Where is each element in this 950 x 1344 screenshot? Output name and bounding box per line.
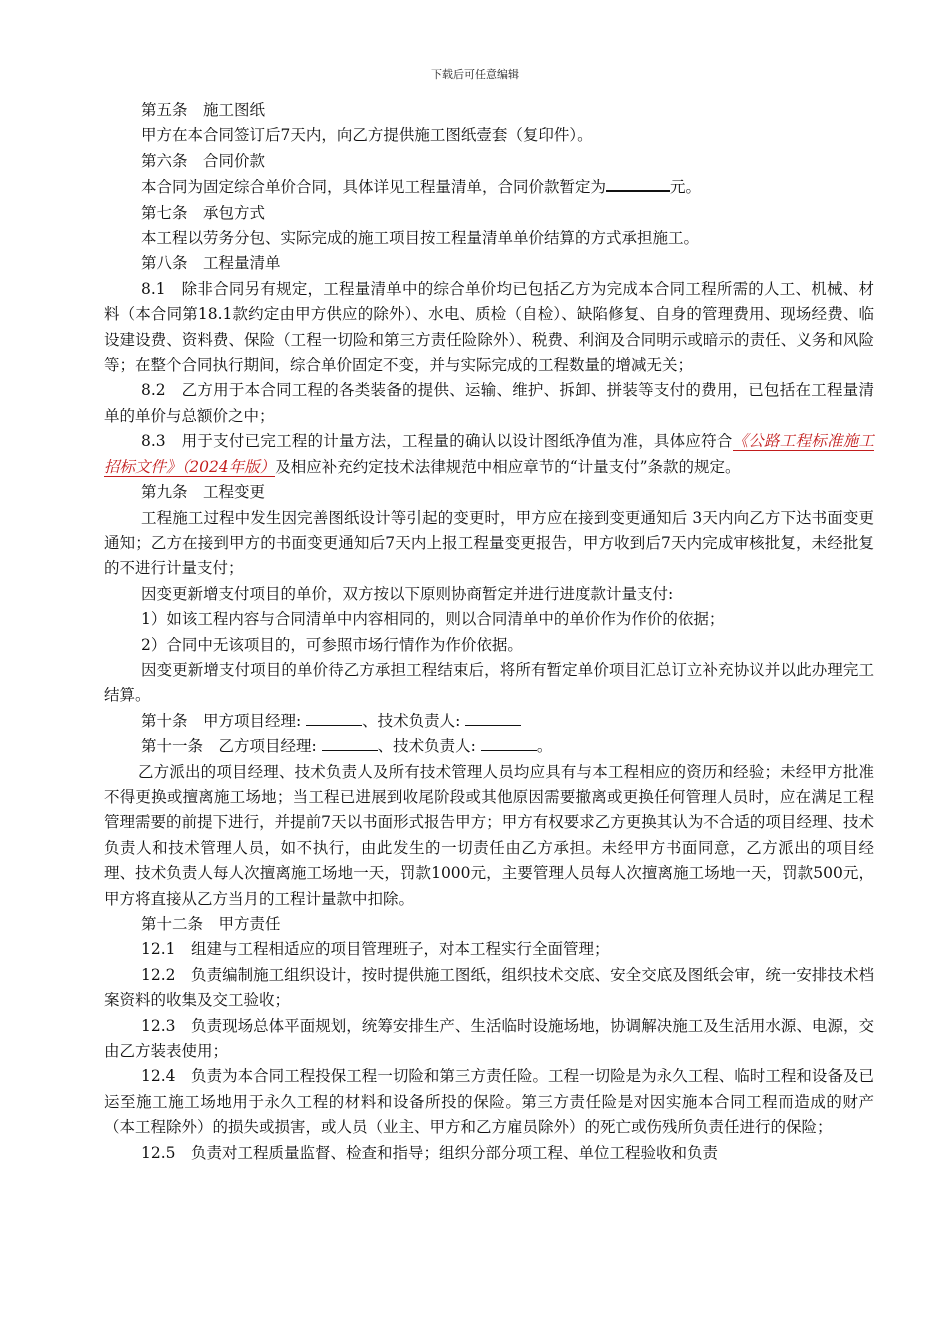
article-9-title: 第九条 工程变更 xyxy=(141,483,266,502)
article-9-para-2: 因变更新增支付项目的单价，双方按以下原则协商暂定并进行进度款计量支付: xyxy=(141,584,674,603)
article-10-label: 第十条 甲方项目经理: xyxy=(141,711,307,730)
clause-12-1: 12.1 组建与工程相适应的项目管理班子，对本工程实行全面管理； xyxy=(141,940,610,959)
party-b-pm-blank[interactable] xyxy=(322,734,378,751)
article-5-body: 甲方在本合同签订后7天内，向乙方提供施工图纸壹套（复印件）。 xyxy=(141,126,593,145)
clause-8-3 xyxy=(104,429,874,480)
article-9-item-1: 1）如该工程内容与合同清单中内容相同的，则以合同清单中的单价作为作价的依据； xyxy=(141,610,725,629)
party-b-tech-lead-blank[interactable] xyxy=(481,734,537,751)
article-7-title: 第七条 承包方式 xyxy=(141,203,266,222)
contract-body xyxy=(104,98,874,1166)
article-6-text: 本合同为固定综合单价合同，具体详见工程量清单，合同价款暂定为 xyxy=(141,178,607,197)
article-6-body xyxy=(104,174,874,200)
article-8-title: 第八条 工程量清单 xyxy=(141,254,281,273)
clause-8-1: 8.1 除非合同另有规定，工程量清单中的综合单价均已包括乙方为完成本合同工程所需的人工、机械、材料（本合同第18.1款约定由甲方供应的除外）、水电、质检（自检）、缺陷修复、自身的管理费用、现场经费、临设建设费、资料费、保险（工程一切险和第三方责任险除外）、税费、利润及合同明示或暗示的责任、义务和风险等；在整个合同执行期间，综合单价固定不变，并与实际完成的工程数量的增减无关； xyxy=(104,279,874,375)
article-5-title: 第五条 施工图纸 xyxy=(141,101,266,119)
article-11-body: 乙方派出的项目经理、技术负责人及所有技术管理人员均应具有与本工程相应的资历和经验；未经甲方批准不得更换或擅离施工场地；当工程已进展到收尾阶段或其他原因需要撤离或更换任何管理人员时，应在满足工程管理需要的前提下进行，并提前7天以书面形式报告甲方；甲方有权要求乙方更换其认为不合适的项目经理、技术负责人和技术管理人员，如不执行，由此发生的一切责任由乙方承担。未经甲方书面同意，乙方派出的项目经理、技术负责人每人次擅离施工场地一天，罚款1000元，主要管理人员每人次擅离施工场地一天，罚款500元，甲方将直接从乙方当月的工程计量款中扣除。 xyxy=(104,762,874,908)
clause-12-4: 12.4 负责为本合同工程投保工程一切险和第三方责任险。工程一切险是为永久工程、临时工程和设备及已运至施工施工场地用于永久工程的材料和设备所投的保险。第三方责任险是对因实施本合同工程而造成的财产（本工程除外）的损失或损害，或人员（业主、甲方和乙方雇员除外）的死亡或伤残所负责任进行的保险； xyxy=(104,1067,874,1137)
article-6-unit: 元。 xyxy=(670,178,702,197)
party-a-pm-blank[interactable] xyxy=(306,709,362,726)
article-7-body: 本工程以劳务分包、实际完成的施工项目按工程量清单单价结算的方式承担施工。 xyxy=(141,229,700,248)
article-10-tech: 、技术负责人: xyxy=(362,711,466,730)
standard-document-citation: 《公路工程标准施工招标文件》（2024年版） xyxy=(104,432,874,476)
article-11-end: 。 xyxy=(536,737,553,756)
clause-8-2: 8.2 乙方用于本合同工程的各类装备的提供、运输、维护、拆卸、拼装等支付的费用，已包括在工程量清单的单价与总额价之中； xyxy=(104,381,874,425)
article-9-para-1: 工程施工过程中发生因完善图纸设计等引起的变更时，甲方应在接到变更通知后 3天内向乙方下达书面变更通知；乙方在接到甲方的书面变更通知后7天内上报工程量变更报告，甲方收到后7天内完成审核批复，未经批复的不进行计量支付； xyxy=(104,508,874,578)
contract-price-blank[interactable] xyxy=(606,174,670,192)
clause-12-2: 12.2 负责编制施工组织设计，按时提供施工图纸，组织技术交底、安全交底及图纸会审，统一安排技术档案资料的收集及交工验收； xyxy=(104,965,874,1010)
article-12-title: 第十二条 甲方责任 xyxy=(141,915,281,933)
clause-12-3: 12.3 负责现场总体平面规划，统筹安排生产、生活临时设施场地，协调解决施工及生活用水源、电源，交由乙方装表使用； xyxy=(104,1016,874,1061)
article-11-label: 第十一条 乙方项目经理: xyxy=(141,737,322,756)
clause-8-3-tail: 及相应补充约定技术法律规范中相应章节的“计量支付”条款的规定。 xyxy=(275,457,741,476)
clause-12-5: 12.5 负责对工程质量监督、检查和指导；组织分部分项工程、单位工程验收和负责 xyxy=(141,1143,719,1162)
article-11-tech: 、技术负责人: xyxy=(377,737,481,756)
article-9-item-2: 2）合同中无该项目的，可参照市场行情作为作价依据。 xyxy=(141,635,523,654)
article-10 xyxy=(104,709,874,734)
article-6-title: 第六条 合同价款 xyxy=(141,151,266,170)
page-header: 下载后可任意编辑 xyxy=(431,68,519,81)
party-a-tech-lead-blank[interactable] xyxy=(465,709,521,726)
article-9-para-5: 因变更新增支付项目的单价待乙方承担工程结束后，将所有暂定单价项目汇总订立补充协议并以此办理完工结算。 xyxy=(104,660,874,705)
article-11 xyxy=(104,734,874,759)
clause-8-3-text: 8.3 用于支付已完工程的计量方法，工程量的确认以设计图纸净值为准，具体应符合 xyxy=(141,432,733,451)
